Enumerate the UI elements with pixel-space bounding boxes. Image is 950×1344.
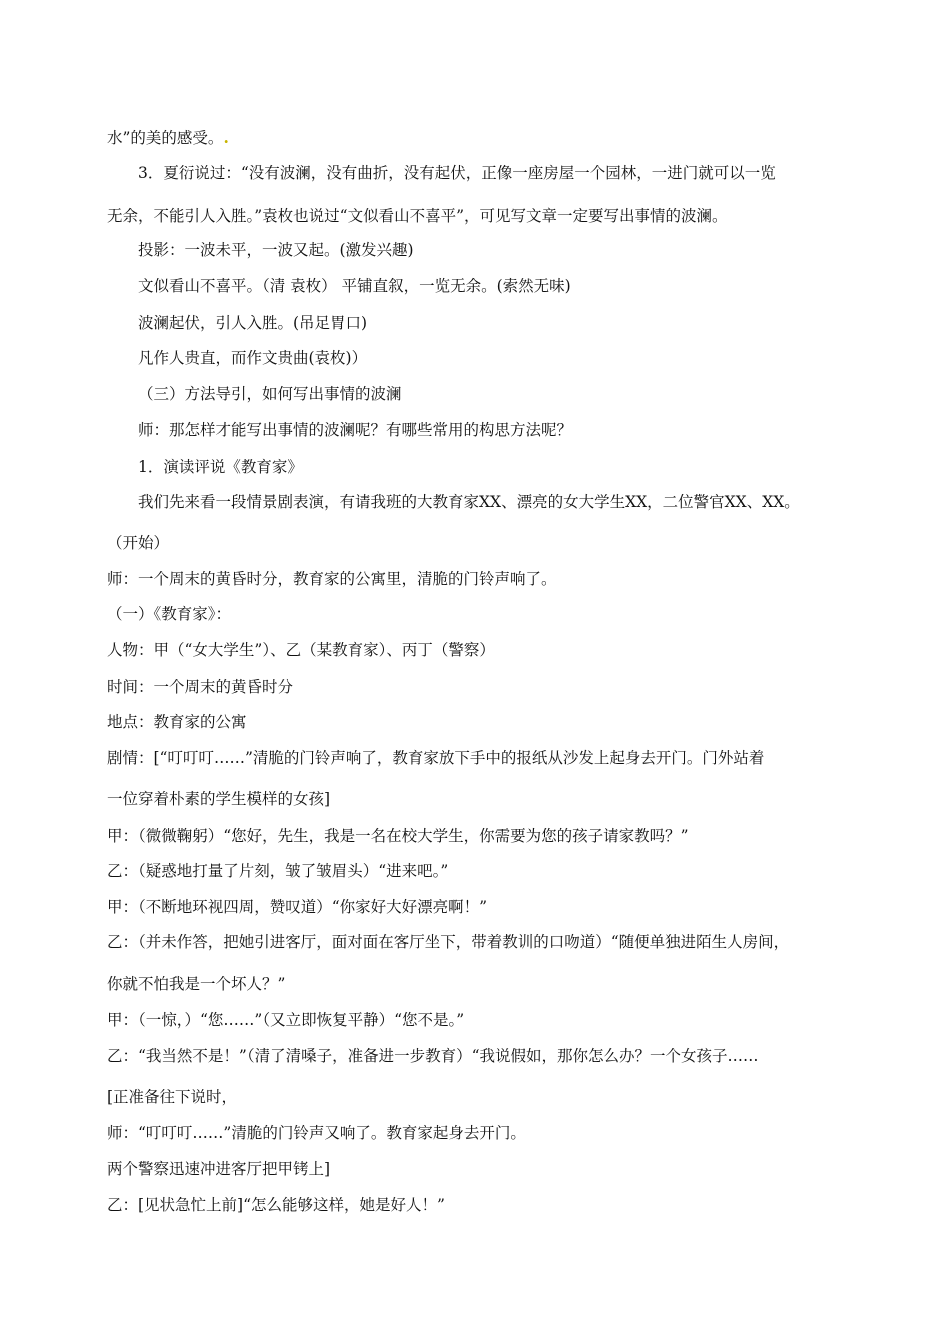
text-line: 甲：（一惊，）“您……”（又立即恢复平静）“您不是。” bbox=[107, 1011, 465, 1029]
annotation-mark: . bbox=[223, 128, 229, 147]
text-line: 师：一个周末的黄昏时分，教育家的公寓里，清脆的门铃声响了。 bbox=[107, 570, 557, 588]
text-line: （一）《教育家》： bbox=[107, 605, 232, 623]
text-line: 3．夏衍说过：“没有波澜，没有曲折，没有起伏，正像一座房屋一个园林，一进门就可以一览 bbox=[138, 164, 776, 182]
text-line: 无余，不能引人入胜。”袁枚也说过“文似看山不喜平”，可见写文章一定要写出事情的波澜。 bbox=[107, 207, 728, 225]
text-line: 乙：[见状急忙上前]“怎么能够这样，她是好人！” bbox=[107, 1196, 445, 1214]
text-line: 你就不怕我是一个坏人？” bbox=[107, 975, 286, 993]
text-line: 乙：“我当然不是！”（清了清嗓子，准备进一步教育）“我说假如，那你怎么办？一个女孩子…… bbox=[107, 1047, 759, 1065]
text-line: 师：那怎样才能写出事情的波澜呢？有哪些常用的构思方法呢？ bbox=[138, 421, 573, 439]
text-line: 甲：（不断地环视四周，赞叹道）“你家好大好漂亮啊！” bbox=[107, 898, 488, 916]
text-line: 甲：（微微鞠躬）“您好，先生，我是一名在校大学生，你需要为您的孩子请家教吗？” bbox=[107, 827, 689, 845]
text-line: （开始） bbox=[107, 534, 170, 552]
text-line: 时间：一个周末的黄昏时分 bbox=[107, 678, 294, 696]
text-line: 文似看山不喜平。（清 袁枚） 平铺直叙，一览无余。(索然无味) bbox=[138, 277, 571, 295]
text-line: 波澜起伏，引人入胜。(吊足胃口) bbox=[138, 314, 368, 332]
text-line: 师：“叮叮叮……”清脆的门铃声又响了。教育家起身去开门。 bbox=[107, 1124, 526, 1142]
text-line: 投影：一波未平，一波又起。(激发兴趣) bbox=[138, 241, 414, 259]
text-line: 剧情：[“叮叮叮……”清脆的门铃声响了，教育家放下手中的报纸从沙发上起身去开门。门外站着 bbox=[107, 749, 765, 767]
text-line: 凡作人贵直，而作文贵曲(袁枚)） bbox=[138, 349, 368, 367]
text-line: 乙：（疑惑地打量了片刻，皱了皱眉头）“进来吧。” bbox=[107, 862, 449, 880]
text-line: 乙：（并未作答，把她引进客厅，面对面在客厅坐下，带着教训的口吻道）“随便单独进陌生人房间， bbox=[107, 933, 790, 951]
text-line: 两个警察迅速冲进客厅把甲铐上] bbox=[107, 1160, 331, 1178]
text-line: [正准备往下说时， bbox=[107, 1088, 238, 1106]
text-line: 地点：教育家的公寓 bbox=[107, 713, 247, 731]
text-line: 我们先来看一段情景剧表演，有请我班的大教育家XX、漂亮的女大学生XX，二位警官XX、XX。 bbox=[138, 493, 800, 511]
line-text: 水”的美的感受。 bbox=[107, 129, 224, 147]
section-heading: （三）方法导引，如何写出事情的波澜 bbox=[138, 385, 402, 403]
text-line: 1．演读评说《教育家》 bbox=[138, 458, 303, 476]
text-line: 人物：甲（“女大学生”）、乙（某教育家）、丙丁（警察） bbox=[107, 641, 495, 659]
text-line: 一位穿着朴素的学生模样的女孩] bbox=[107, 790, 331, 808]
text-line bbox=[107, 128, 229, 148]
